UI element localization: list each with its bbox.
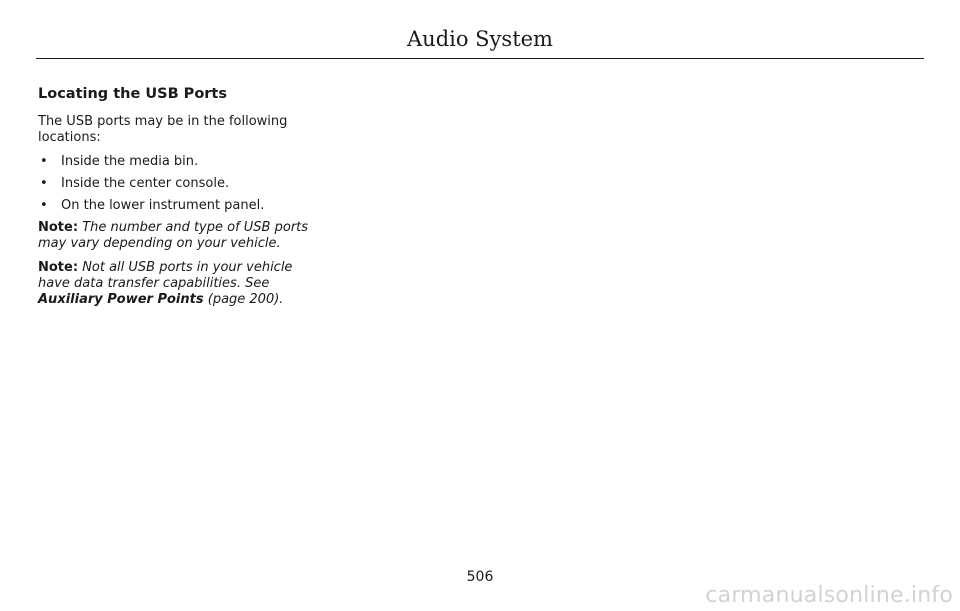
page-number: 506	[466, 569, 494, 585]
usb-location-list	[38, 154, 323, 214]
list-item-text: On the lower instrument panel.	[61, 198, 265, 213]
cross-reference-link[interactable]: Auxiliary Power Points	[38, 292, 204, 307]
page-header-title: Audio System	[407, 27, 553, 51]
list-item	[38, 154, 323, 170]
intro-paragraph: The USB ports may be in the following locations:	[38, 114, 288, 145]
header-divider	[36, 58, 924, 59]
bullet-icon: •	[40, 176, 48, 191]
bullet-icon: •	[40, 198, 48, 213]
list-item	[38, 176, 323, 192]
list-item-text: Inside the center console.	[61, 176, 230, 191]
note-data-transfer	[38, 260, 323, 308]
list-item-text: Inside the media bin.	[61, 154, 199, 169]
watermark-logo: carmanualsonline.info	[705, 583, 953, 608]
note-label: Note:	[38, 220, 79, 235]
bullet-icon: •	[40, 154, 48, 169]
content-column	[38, 84, 323, 316]
note-usb-types	[38, 220, 323, 252]
note-text: Not all USB ports in your vehicle have data transfer capabilities. See	[38, 260, 293, 291]
note-label: Note:	[38, 260, 79, 275]
page-reference: (page 200).	[203, 292, 284, 307]
note-text: The number and type of USB ports may vary depending on your vehicle.	[38, 220, 309, 251]
section-heading: Locating the USB Ports	[38, 86, 227, 102]
list-item	[38, 198, 323, 214]
